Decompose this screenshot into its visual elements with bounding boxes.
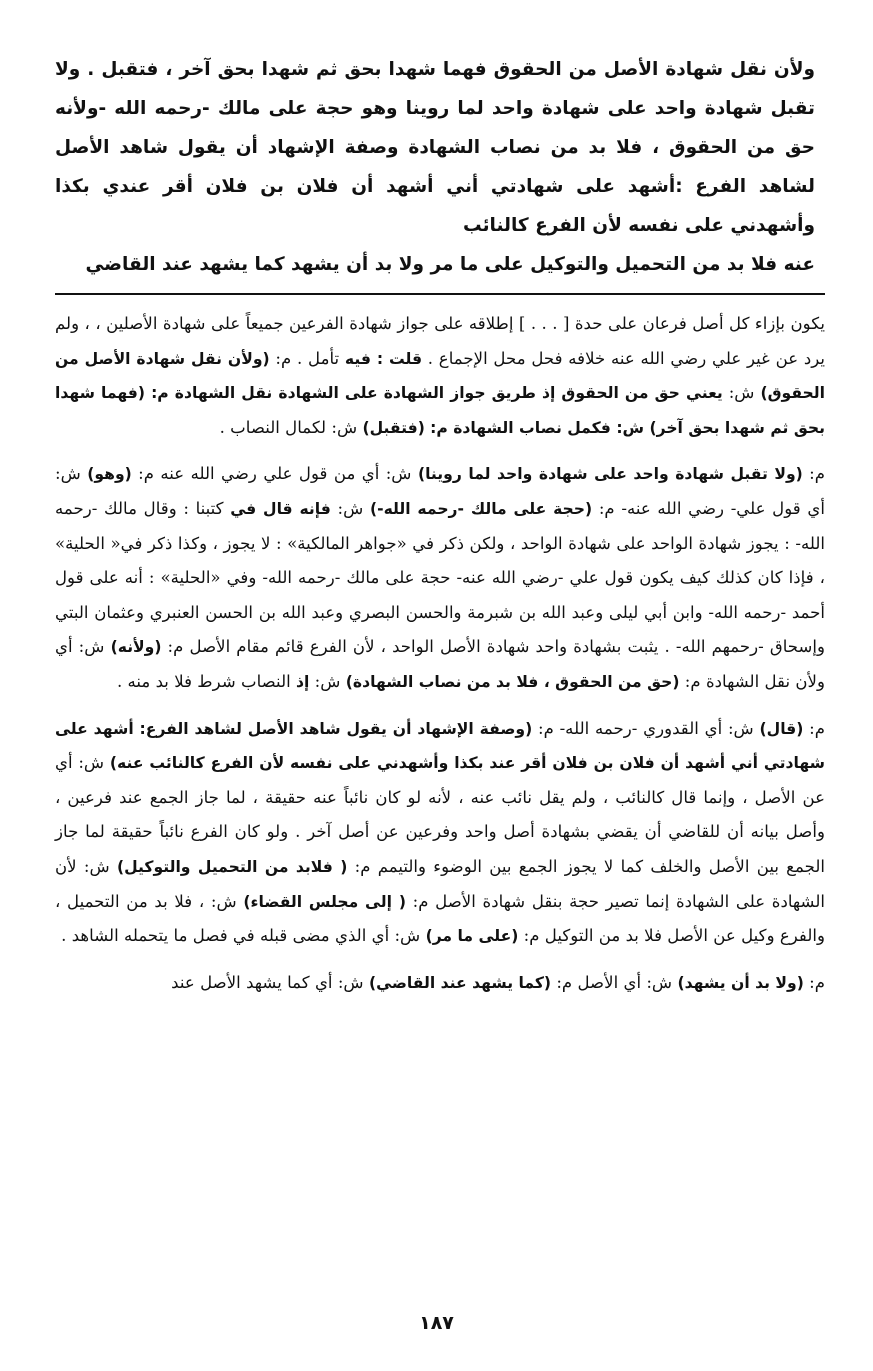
commentary bbox=[55, 307, 825, 1012]
book-page bbox=[55, 50, 826, 992]
main-text bbox=[55, 50, 825, 245]
bold-segment: (كما يشهد عند القاضي) bbox=[368, 973, 552, 992]
bold-segment: (حجة على مالك -رحمه الله-) bbox=[369, 499, 593, 518]
text-segment: م: bbox=[803, 718, 825, 738]
bold-segment: (حق من الحقوق ، فلا بد من نصاب الشهادة) bbox=[345, 672, 680, 691]
bold-segment: (وصفة الإشهاد أن يقول شاهد الأصل لشاهد الفرع: أشهد على شهادتي أني أشهد أن فلان بن فلان أقر عند بكذا وأشهدني على نفسه لأن الفرع كالنائب عنه) bbox=[55, 719, 825, 773]
text-segment: يكون بإزاء كل أصل فرعان على حدة [ . . . ] إطلاقه على جواز شهادة الفرعين جميعاً على شهادة الأصلين ، ، ولم يرد عن غير علي رضي الله عنه خلافه فحل محل الإجماع . bbox=[55, 314, 826, 368]
bold-segment: (ولأنه) bbox=[110, 638, 162, 657]
bold-segment: ( إلى مجلس القضاء) bbox=[243, 892, 406, 911]
commentary-paragraph-3 bbox=[55, 712, 825, 954]
text-segment: ش: bbox=[722, 383, 761, 403]
text-segment: ش: bbox=[309, 671, 346, 691]
text-segment: م: bbox=[802, 464, 826, 484]
text-segment: ش: أي كما يشهد الأصل عند bbox=[171, 972, 369, 992]
bold-segment: إذ bbox=[296, 672, 310, 691]
text-segment: م: bbox=[803, 972, 825, 992]
bold-segment: فإنه قال في bbox=[230, 499, 331, 518]
text-segment: ش: bbox=[330, 498, 370, 518]
text-segment: ش: أي قول علي- رضي الله عنه- م: bbox=[55, 464, 825, 518]
footnote-divider bbox=[55, 293, 825, 295]
commentary-paragraph-1 bbox=[55, 307, 825, 445]
page-number: ١٨٧ bbox=[419, 1312, 454, 1334]
text-segment: ش: أي عن الأصل ، وإنما قال كالنائب ، ولم يقل نائب عنه ، لأنه لو كان نائباً عنه حقيقة ، لما جاز الجمع عند فرعين ، وأصل بيانه أن للقاضي أن يقضي بشهادة أصل واحد وفرعين عن أصل آخر . ولو كان الفرع نائباً حقيقة لما جاز الجمع بين الأصل والخلف كما لا يجوز الجمع بين الوضوء والتيمم م: bbox=[55, 753, 825, 876]
bold-segment: ( فلابد من التحميل والتوكيل) bbox=[116, 857, 348, 876]
bold-segment: (فتقبل) bbox=[362, 418, 425, 437]
bold-segment: قلت : فيه bbox=[344, 349, 423, 368]
bold-segment: (على ما مر) bbox=[425, 927, 519, 946]
bold-segment: (ولا تقبل شهادة واحد على شهادة واحد لما روينا) bbox=[417, 465, 803, 484]
text-segment: ش: لأن الشهادة على الشهادة إنما تصير حجة بنقل شهادة الأصل م: bbox=[55, 856, 826, 911]
text-segment: ش: لكمال النصاب . bbox=[219, 417, 363, 437]
text-segment: ش: ، فلا بد من التحميل ، والفرع وكيل عن الأصل فلا بد من التوكيل م: bbox=[55, 891, 825, 946]
commentary-paragraph-4 bbox=[55, 966, 825, 1001]
text-segment: ش: أي الذي مضى قبله في فصل ما يتحمله الشاهد . bbox=[61, 926, 426, 946]
main-paragraph: ولأن نقل شهادة الأصل من الحقوق فهما شهدا بحق ثم شهدا بحق آخر ، فتقبل . ولا تقبل شهادة واحد على شهادة واحد لما روينا وهو حجة على مالك -رحمه الله -ولأنه حق من الحقوق ، فلا بد من نصاب الشهادة وصفة الإشهاد أن يقول شاهد الأصل لشاهد الفرع :أشهد على شهادتي أني أشهد أن فلان بن فلان أقر عندي بكذا وأشهدني على نفسه لأن الفرع كالنائب bbox=[55, 59, 815, 236]
main-last-line: عنه فلا بد من التحميل والتوكيل على ما مر ولا بد أن يشهد كما يشهد عند القاضي bbox=[85, 254, 815, 275]
text-segment: كتبنا : وقال مالك -رحمه الله- : يجوز شهادة الواحد على شهادة الواحد ، ولكن ذكر في «جواهر المالكية» : لا يجوز ، وكذا ذكر في« الحلية» ، فإذا كان كذلك كيف يكون قول علي -رضي الله عنه- حجة على مالك -رحمه الله- وفي «الحلية» : أنه على قول أحمد -رحمه الله- وابن أبي ليلى وعبد الله بن شبرمة والحسن البصري وعبد الله بن الحسن العنبري وعثمان البتي وإسحاق -رحمهم الله- . يثبت بشهادة واحد شهادة الأصل الواحد ، لأن الفرع قائم مقام الأصل م: bbox=[55, 498, 826, 657]
bold-segment: (ولا بد أن يشهد) bbox=[677, 973, 804, 992]
bold-segment: (وهو) bbox=[87, 465, 132, 484]
text-segment: ش: أي القدوري -رحمه الله- م: bbox=[532, 718, 760, 738]
bold-segment: (ولأن نقل شهادة الأصل من الحقوق) bbox=[55, 349, 825, 403]
commentary-paragraph-2 bbox=[55, 457, 825, 699]
text-segment: ش: أي الأصل م: bbox=[551, 972, 678, 992]
bold-segment: يعني حق من الحقوق إذ طريق جواز الشهادة على الشهادة نقل الشهادة م: (فهما شهدا بحق ثم شهدا بحق آخر) ش: فكمل نصاب الشهادة م: bbox=[55, 384, 825, 437]
bold-segment: (قال) bbox=[759, 719, 804, 738]
text-segment: النصاب شرط فلا بد منه . bbox=[116, 671, 297, 691]
text-segment: تأمل . م: bbox=[269, 348, 345, 368]
text-segment: ش: أي ولأن نقل الشهادة م: bbox=[55, 637, 825, 691]
main-text-last-line bbox=[55, 245, 825, 284]
text-segment: ش: أي من قول علي رضي الله عنه م: bbox=[131, 464, 418, 484]
